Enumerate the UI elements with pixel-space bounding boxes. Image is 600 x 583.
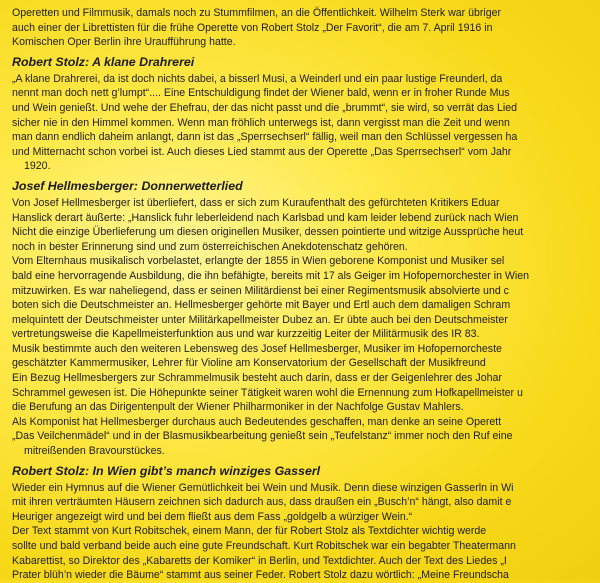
text-line: die Berufung an das Dirigentenpult der Wiener Philharmoniker in der Nachfolge Gustav Mahlers.: [12, 401, 464, 414]
text-line: geschätzter Kammermusiker, Lehrer für Violine am Konservatorium der Gesellschaft der Musikfreund: [12, 357, 486, 370]
intro-section: [12, 6, 600, 50]
section-gasserl: [12, 464, 600, 583]
paragraph: [12, 6, 600, 50]
text-line: Hanslick derart äußerte: „Hanslick fuhr leberleidend nach Karlsbad und kam leider lebend zurück nach Wien: [12, 211, 519, 224]
text-line: Wieder ein Hymnus auf die Wiener Gemütlichkeit bei Wein und Musik. Denn diese winzigen Gasserln in Wi: [12, 481, 514, 494]
text-line: Musik bestimmte auch den weiteren Lebensweg des Josef Hellmesberger, Musiker im Hofopernorcheste: [12, 342, 502, 355]
text-line: und Mitternacht schon vorbei ist. Auch dieses Lied stammt aus der Operette „Das Sperrsechserl“ vom Jahr: [12, 145, 512, 158]
text-line: sollte und bald verband beide auch eine gute Freundschaft. Kurt Robitschek war ein begabter Theatermann: [12, 540, 516, 552]
text-line: nennt man doch nett g’lumpt“.... Eine Entschuldigung findet der Wiener bald, wenn er in froher Runde Mus: [12, 87, 510, 100]
text-line: Von Josef Hellmesberger ist überliefert, dass er sich zum Kuraufenthalt des gefürchteten Kritikers Eduar: [12, 196, 500, 209]
paragraph: [12, 415, 600, 459]
text-line: auch einer der Librettisten für die frühe Operette von Robert Stolz „Der Favorit“, die am 7. April 1916 in: [12, 21, 493, 34]
text-line: Der Text stammt von Kurt Robitschek, einem Mann, der für Robert Stolz als Textdichter wichtig werde: [12, 525, 487, 538]
text-line: mitreißenden Bravourstückes.: [24, 445, 165, 458]
text-line: boten sich die Deutschmeister an. Hellmesberger gehörte mit Bayer und Ertl auch dem damaligen Schram: [12, 299, 511, 312]
paragraph: [12, 524, 600, 582]
text-line: Ein Bezug Hellmesbergers zur Schrammelmusik besteht auch darin, dass er der Geigenlehrer des Johar: [12, 372, 502, 385]
text-line: Prater blüh’n wieder die Bäume“ stammt aus seiner Feder. Robert Stolz dazu wörtlich: „Meine Freundscha: [12, 569, 509, 582]
text-line: sicher nie in den Himmel kommen. Wenn man fröhlich unterwegs ist, dann vergisst man die Zeit und wenn: [12, 116, 510, 129]
text-line: Nicht die einzige Überlieferung um diesen originellen Musiker, dessen pointierte und witzige Aussprüche heut: [12, 226, 524, 239]
text-line: vertretungsweise die Kapellmeisterfunktion aus und war kurzzeitig Leiter der Militärmusik des IR 83.: [12, 328, 480, 341]
text-line: „Das Veilchenmädel“ und in der Blasmusikbearbeitung genießt sein „Teufelstanz“ immer noch den Ruf eine: [12, 430, 513, 443]
text-line: Kabarettist, so Direktor des „Kabaretts der Komiker“ in Berlin, und Textdichter. Auch der Text des Liedes „I: [12, 554, 507, 567]
paragraph: [12, 196, 600, 254]
text-line: und Wein genießt. Und wehe der Ehefrau, der das nicht passt und die „brummt“, sie wird, so verrät das Lied: [12, 101, 518, 114]
section-drahrerei: [12, 55, 600, 174]
text-line: bald eine hervorragende Ausbildung, die ihn befähigte, bereits mit 17 als Geiger im Hofopernorchester in Wien: [12, 269, 530, 282]
document-page: [12, 6, 600, 583]
text-line: noch in bester Erinnerung sind und zum österreichischen Anekdotenschatz gehören.: [12, 240, 408, 253]
text-line: Schrammel gewesen ist. Die Höhepunkte seiner Tätigkeit waren wohl die Ernennung zum Hofkapellmeister u: [12, 386, 523, 399]
text-line: melquintett der Deutschmeister unter Militärkapellmeister Dubez an. Er übte auch bei den Deutschmeister: [12, 313, 508, 326]
text-line: „A klane Drahrerei, da ist doch nichts dabei, a bisserl Musi, a Weinderl und ein paar lustige Freunderl, da: [12, 72, 503, 85]
text-line: Heuriger angezeigt wird und bei dem fließt aus dem Fass „goldgelb a würziger Wein.“: [12, 510, 413, 523]
paragraph: [12, 72, 600, 174]
text-line: 1920.: [24, 160, 51, 173]
paragraph: [12, 342, 600, 415]
text-line: man dann endlich daheim anlangt, dann ist das „Sperrsechserl“ fällig, weil man den Schlüssel vergessen ha: [12, 131, 518, 144]
text-line: Operetten und Filmmusik, damals noch zu Stummfilmen, an die Öffentlichkeit. Wilhelm Sterk war übriger: [12, 7, 502, 19]
section-heading: Robert Stolz: In Wien gibt’s manch winziges Gasserl: [12, 463, 321, 478]
paragraph: [12, 481, 600, 525]
text-line: Komischen Oper Berlin ihre Uraufführung hatte.: [12, 36, 236, 49]
paragraph: [12, 254, 600, 342]
text-line: Vom Elternhaus musikalisch vorbelastet, erlangte der 1855 in Wien geborene Komponist und Musiker sel: [12, 255, 505, 268]
text-line: mitzuwirken. Es war naheliegend, dass er seinen Militärdienst bei einer Regimentsmusik absolvierte und c: [12, 284, 509, 297]
text-line: mit ihren verträumten Häusern zeichnen sich dadurch aus, dass draußen ein „Busch’n“ hängt, also damit e: [12, 496, 512, 509]
section-heading: Josef Hellmesberger: Donnerwetterlied: [12, 178, 243, 193]
section-heading: Robert Stolz: A klane Drahrerei: [12, 54, 195, 69]
text-line: Als Komponist hat Hellmesberger durchaus auch Bedeutendes geschaffen, man denke an seine Operett: [12, 415, 502, 428]
section-donnerwetterlied: [12, 179, 600, 459]
